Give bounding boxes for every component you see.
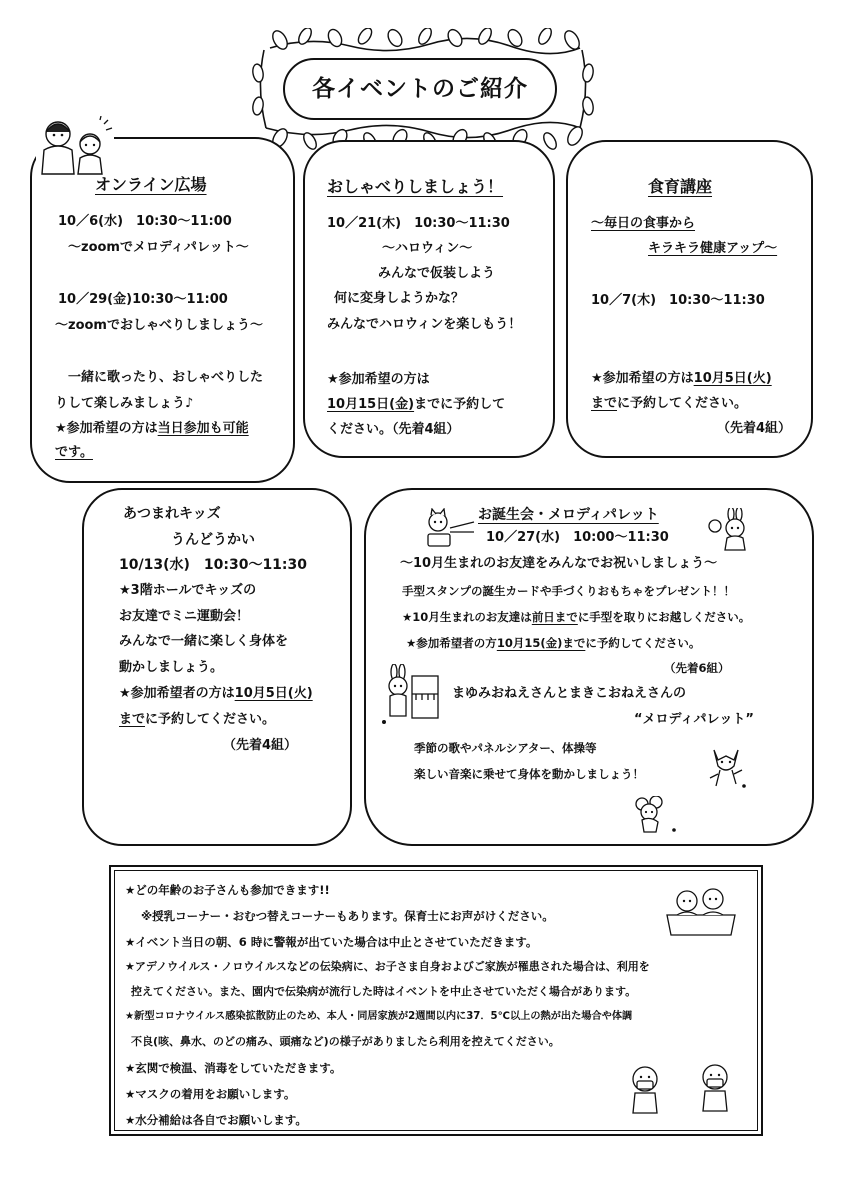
birthday-line-3: 手型スタンプの誕生カードや手づくりおもちゃをプレゼント！！: [402, 584, 736, 598]
notice-line-5: 控えてください。また、園内で伝染病が流行した時はイベントを中止させていただく場合があります。: [131, 985, 637, 998]
oshaberi-line-4: 何に変身しようかな？: [334, 291, 465, 306]
shokuiku-line-1: ～毎日の食事から: [591, 216, 696, 231]
oshaberi-line-6: ★参加希望の方は: [327, 372, 430, 387]
birthday-line-2: ～10月生まれのお友達をみんなでお祝いしましょう～: [400, 556, 718, 571]
oshaberi-line-2: ～ハロウィン～: [382, 241, 473, 256]
kids-line-6a: ★参加希望者の方は: [119, 686, 235, 701]
shokuiku-title: 食育講座: [648, 177, 713, 196]
shokuiku-deadline: 10月5日(火): [693, 371, 772, 386]
notice-line-2: ※授乳コーナー・おむつ替えコーナーもあります。保育士にお声がけください。: [141, 909, 554, 923]
online-line-7a: ★参加希望の方は: [55, 421, 158, 436]
online-title: オンライン広場: [95, 175, 207, 194]
shokuiku-line-6: （先着4組）: [717, 421, 792, 436]
birthday-line-9: 季節の歌やパネルシアター、体操等: [414, 741, 597, 755]
notice-line-9: ★マスクの着用をお願いします。: [125, 1087, 296, 1101]
birthday-line-10: 楽しい音楽に乗せて身体を動かしましょう！: [414, 767, 644, 781]
notice-line-7: 不良(咳、鼻水、のどの痛み、頭痛など)の様子がありましたら利用を控えてください。: [131, 1035, 560, 1048]
oshaberi-line-3: みんなで仮装しよう: [378, 266, 496, 281]
birthday-title: お誕生会・メロディパレット: [478, 507, 659, 523]
shokuiku-line-5: [591, 396, 747, 412]
shokuiku-line-3: 10／7(木) 10:30～11:30: [591, 293, 765, 308]
kids-line-8: （先着4組）: [223, 738, 298, 753]
mouse-dancing-illustration: [632, 796, 682, 836]
notice-line-6: ★新型コロナウイルス感染拡散防止のため、本人・同居家族が2週間以内に37．5℃以上の熱が出た場合や体調: [125, 1011, 633, 1022]
notice-line-4: ★アデノウイルス・ノロウイルスなどの伝染病に、お子さま自身およびご家族が罹患された場合は、利用を: [125, 960, 650, 973]
online-line-1: 10／6(水) 10:30～11:00: [58, 214, 232, 229]
birthday-handprint-deadline: 前日まで: [531, 610, 578, 624]
birthday-line-1: 10／27(水) 10:00～11:30: [486, 530, 669, 545]
kids-line-7b: に予約してください。: [145, 712, 276, 727]
kids-line-5: 動かしましょう。: [119, 660, 224, 675]
oshaberi-title: おしゃべりしましょう！: [327, 177, 504, 196]
birthday-deadline: 10月15(金)まで: [496, 636, 586, 650]
oshaberi-line-7b: までに予約して: [414, 397, 506, 412]
online-line-4: ～zoomでおしゃべりしましょう～: [55, 318, 263, 333]
online-line-5: 一緒に歌ったり、おしゃべりした: [68, 370, 264, 385]
kids-line-1: 10/13(水) 10:30～11:30: [119, 557, 308, 573]
kids-deadline: 10月5日(火): [234, 686, 313, 701]
shokuiku-line-2: キラキラ健康アップ～: [648, 241, 778, 256]
shokuiku-line-4: [591, 371, 772, 387]
notice-line-8: ★玄関で検温、消毒をしていただきます。: [125, 1061, 342, 1075]
kids-title-2: うんどうかい: [171, 532, 255, 548]
shokuiku-line-4a: ★参加希望の方は: [591, 371, 694, 386]
rabbit-piano-illustration: [378, 664, 442, 726]
birthday-line-4c: に手型を取りにお越しください。: [577, 610, 751, 624]
children-bath-illustration: [663, 885, 739, 939]
birthday-line-5a: ★参加希望者の方: [406, 636, 497, 650]
birthday-line-4: [402, 609, 750, 625]
kids-line-7a: まで: [119, 712, 146, 727]
kids-line-6: [119, 686, 313, 702]
notice-line-1: ★どの年齢のお子さんも参加できます!!: [125, 883, 330, 897]
notice-line-10: ★水分補給は各自でお願いします。: [125, 1113, 307, 1127]
kids-line-2: ★3階ホールでキッズの: [119, 583, 257, 598]
shokuiku-line-5b: に予約してください。: [617, 396, 748, 411]
birthday-line-5: [406, 635, 700, 651]
oshaberi-line-1: 10／21(木) 10:30～11:30: [327, 216, 510, 231]
kids-line-4: みんなで一緒に楽しく身体を: [119, 634, 289, 649]
page-title: 各イベントのご紹介: [312, 76, 528, 102]
mother-child-illustration: [36, 116, 114, 176]
oshaberi-line-5: みんなでハロウィンを楽しもう！: [327, 317, 522, 332]
page-title-frame: [283, 58, 557, 120]
cat-cake-illustration: [420, 508, 476, 552]
children-masks-illustration: [615, 1061, 755, 1119]
online-line-7: [55, 421, 249, 437]
notice-panel: [109, 865, 763, 1136]
online-line-3: 10／29(金)10:30～11:00: [58, 292, 228, 307]
birthday-line-4a: ★10月生まれのお友達は: [402, 610, 532, 624]
birthday-line-7: まゆみおねえさんとまきこおねえさんの: [452, 686, 687, 701]
shokuiku-line-5a: まで: [591, 396, 618, 411]
oshaberi-deadline: 10月15日(金): [327, 397, 415, 412]
birthday-line-6: （先着6組）: [664, 661, 730, 675]
online-line-8: です。: [55, 445, 93, 460]
kids-line-7: [119, 712, 275, 728]
fox-dancing-illustration: [704, 744, 748, 792]
online-line-6: りして楽しみましょう♪: [55, 396, 194, 411]
oshaberi-line-8: ください。（先着4組）: [327, 422, 460, 437]
rabbit-flower-illustration: [705, 508, 753, 552]
birthday-line-5c: に予約してください。: [585, 636, 701, 650]
kids-line-3: お友達でミニ運動会！: [119, 609, 250, 624]
birthday-line-8: “メロディパレット”: [634, 712, 754, 727]
notice-inner-frame: [114, 870, 758, 1131]
online-line-2: ～zoomでメロディパレット～: [68, 240, 249, 255]
notice-line-3: ★イベント当日の朝、6 時に警報が出ていた場合は中止とさせていただきます。: [125, 935, 538, 949]
online-same-day-ok: 当日参加も可能: [157, 421, 249, 436]
oshaberi-line-7: [327, 397, 505, 413]
kids-title-1: あつまれキッズ: [123, 506, 221, 522]
